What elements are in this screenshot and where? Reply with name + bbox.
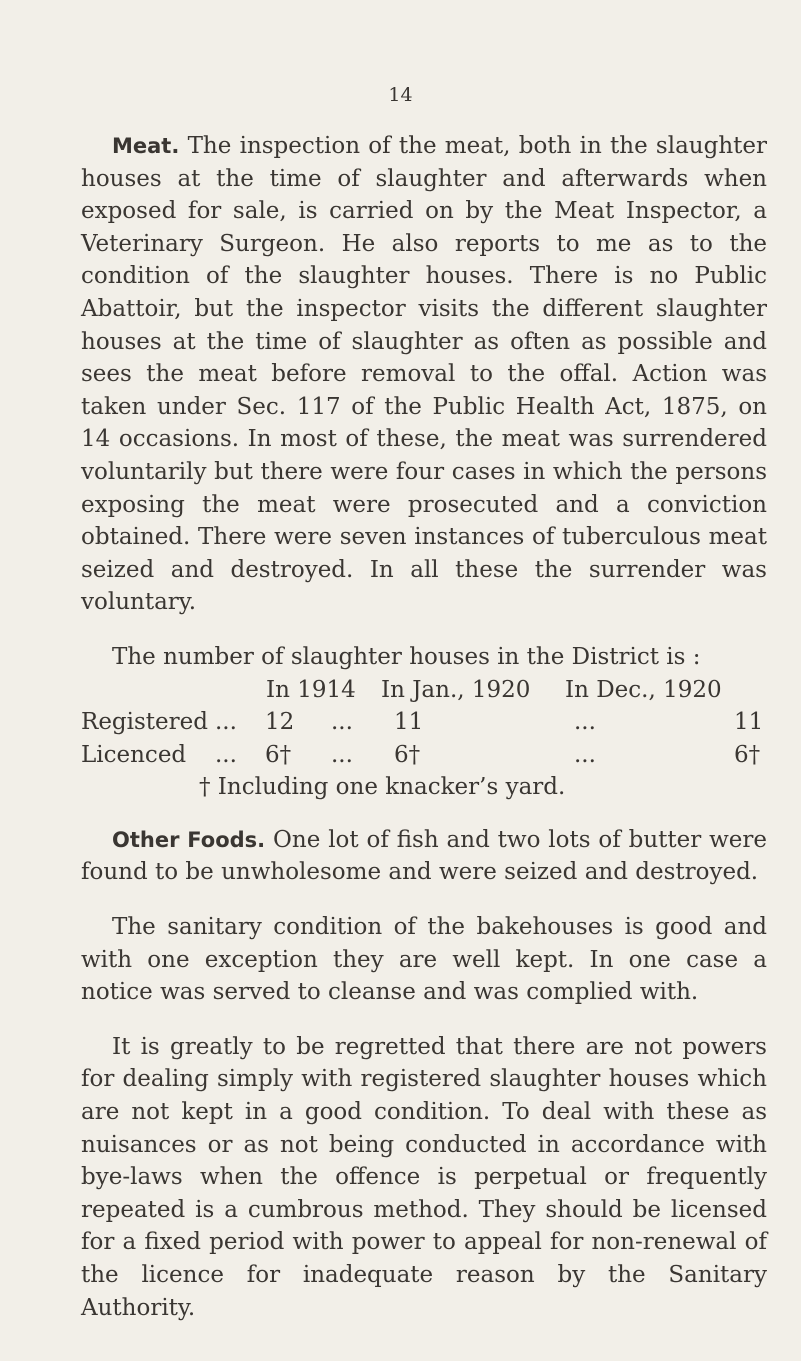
cell-value: 11 [734, 709, 764, 736]
column-header: In Dec., 1920 [565, 676, 722, 703]
other-foods-heading: Other Foods. [112, 827, 266, 852]
table-intro: The number of slaughter houses in the District is : [112, 643, 701, 670]
cell-value: 6† [734, 741, 761, 768]
meat-text: The inspection of the meat, both in the slaughter houses at the time of slaughter and afterwards when exposed for sale, is carried on by the Meat Inspector, a Veterinary Surgeon. He also reports to me as to the condition of the slaughter houses. There is no Public Abattoir, but the inspector visits the different slaughter houses at the time of slaughter as often as possible and sees the meat before removal to the offal. Action was taken under Sec. 117 of the Public Health Act, 1875, on 14 occasions. In most of these, the meat was surrendered voluntarily but there were four cases in which the persons exposing the meat were prosecuted and a conviction obtained. There were seven instances of tuberculous meat seized and destroyed. In all these the surrender was voluntary. [81, 133, 767, 616]
table-row-licenced [81, 739, 767, 772]
cell-value: 6† [394, 741, 421, 768]
meat-paragraph [81, 130, 767, 619]
page-body [81, 130, 767, 1324]
slaughter-houses-table [81, 641, 767, 804]
bakehouses-paragraph: The sanitary condition of the bakehouses is good and with one exception they are well kept. In one case a notice was served to cleanse and was complied with. [81, 914, 767, 1006]
other-foods-text: One lot of fish and two lots of butter were found to be unwholesome and were seized and destroyed. [81, 826, 768, 886]
row-label: Registered [81, 709, 208, 736]
page-number: 14 [388, 84, 413, 106]
meat-heading: Meat. [112, 134, 180, 158]
table-footnote: † Including one knacker’s yard. [199, 774, 566, 801]
cell-value: 11 [394, 709, 424, 736]
cell-value: 6† [265, 741, 292, 768]
other-foods-paragraph [81, 824, 767, 889]
leader-dots: ... [215, 741, 237, 768]
row-label: Licenced [81, 741, 187, 768]
regret-paragraph: It is greatly to be regretted that there are not powers for dealing simply with registered slaughter houses which are not kept in a good condition. To deal with these as nuisances or as not being conducted in accordance with bye-laws when the offence is perpetual or frequently repeated is a cumbrous method. They should be licensed for a fixed period with power to appeal for non-renewal of the licence for inadequate reason by the Sanitary Authority. [81, 1033, 767, 1321]
leader-dots: ... [331, 709, 353, 736]
leader-dots: ... [215, 709, 237, 736]
cell-value: 12 [265, 709, 295, 736]
leader-dots: ... [331, 741, 353, 768]
column-header: In Jan., 1920 [381, 676, 531, 703]
leader-dots: ... [574, 741, 596, 768]
table-row-registered [81, 706, 767, 739]
column-header: In 1914 [266, 676, 356, 703]
table-header-row [81, 674, 767, 707]
leader-dots: ... [574, 709, 596, 736]
